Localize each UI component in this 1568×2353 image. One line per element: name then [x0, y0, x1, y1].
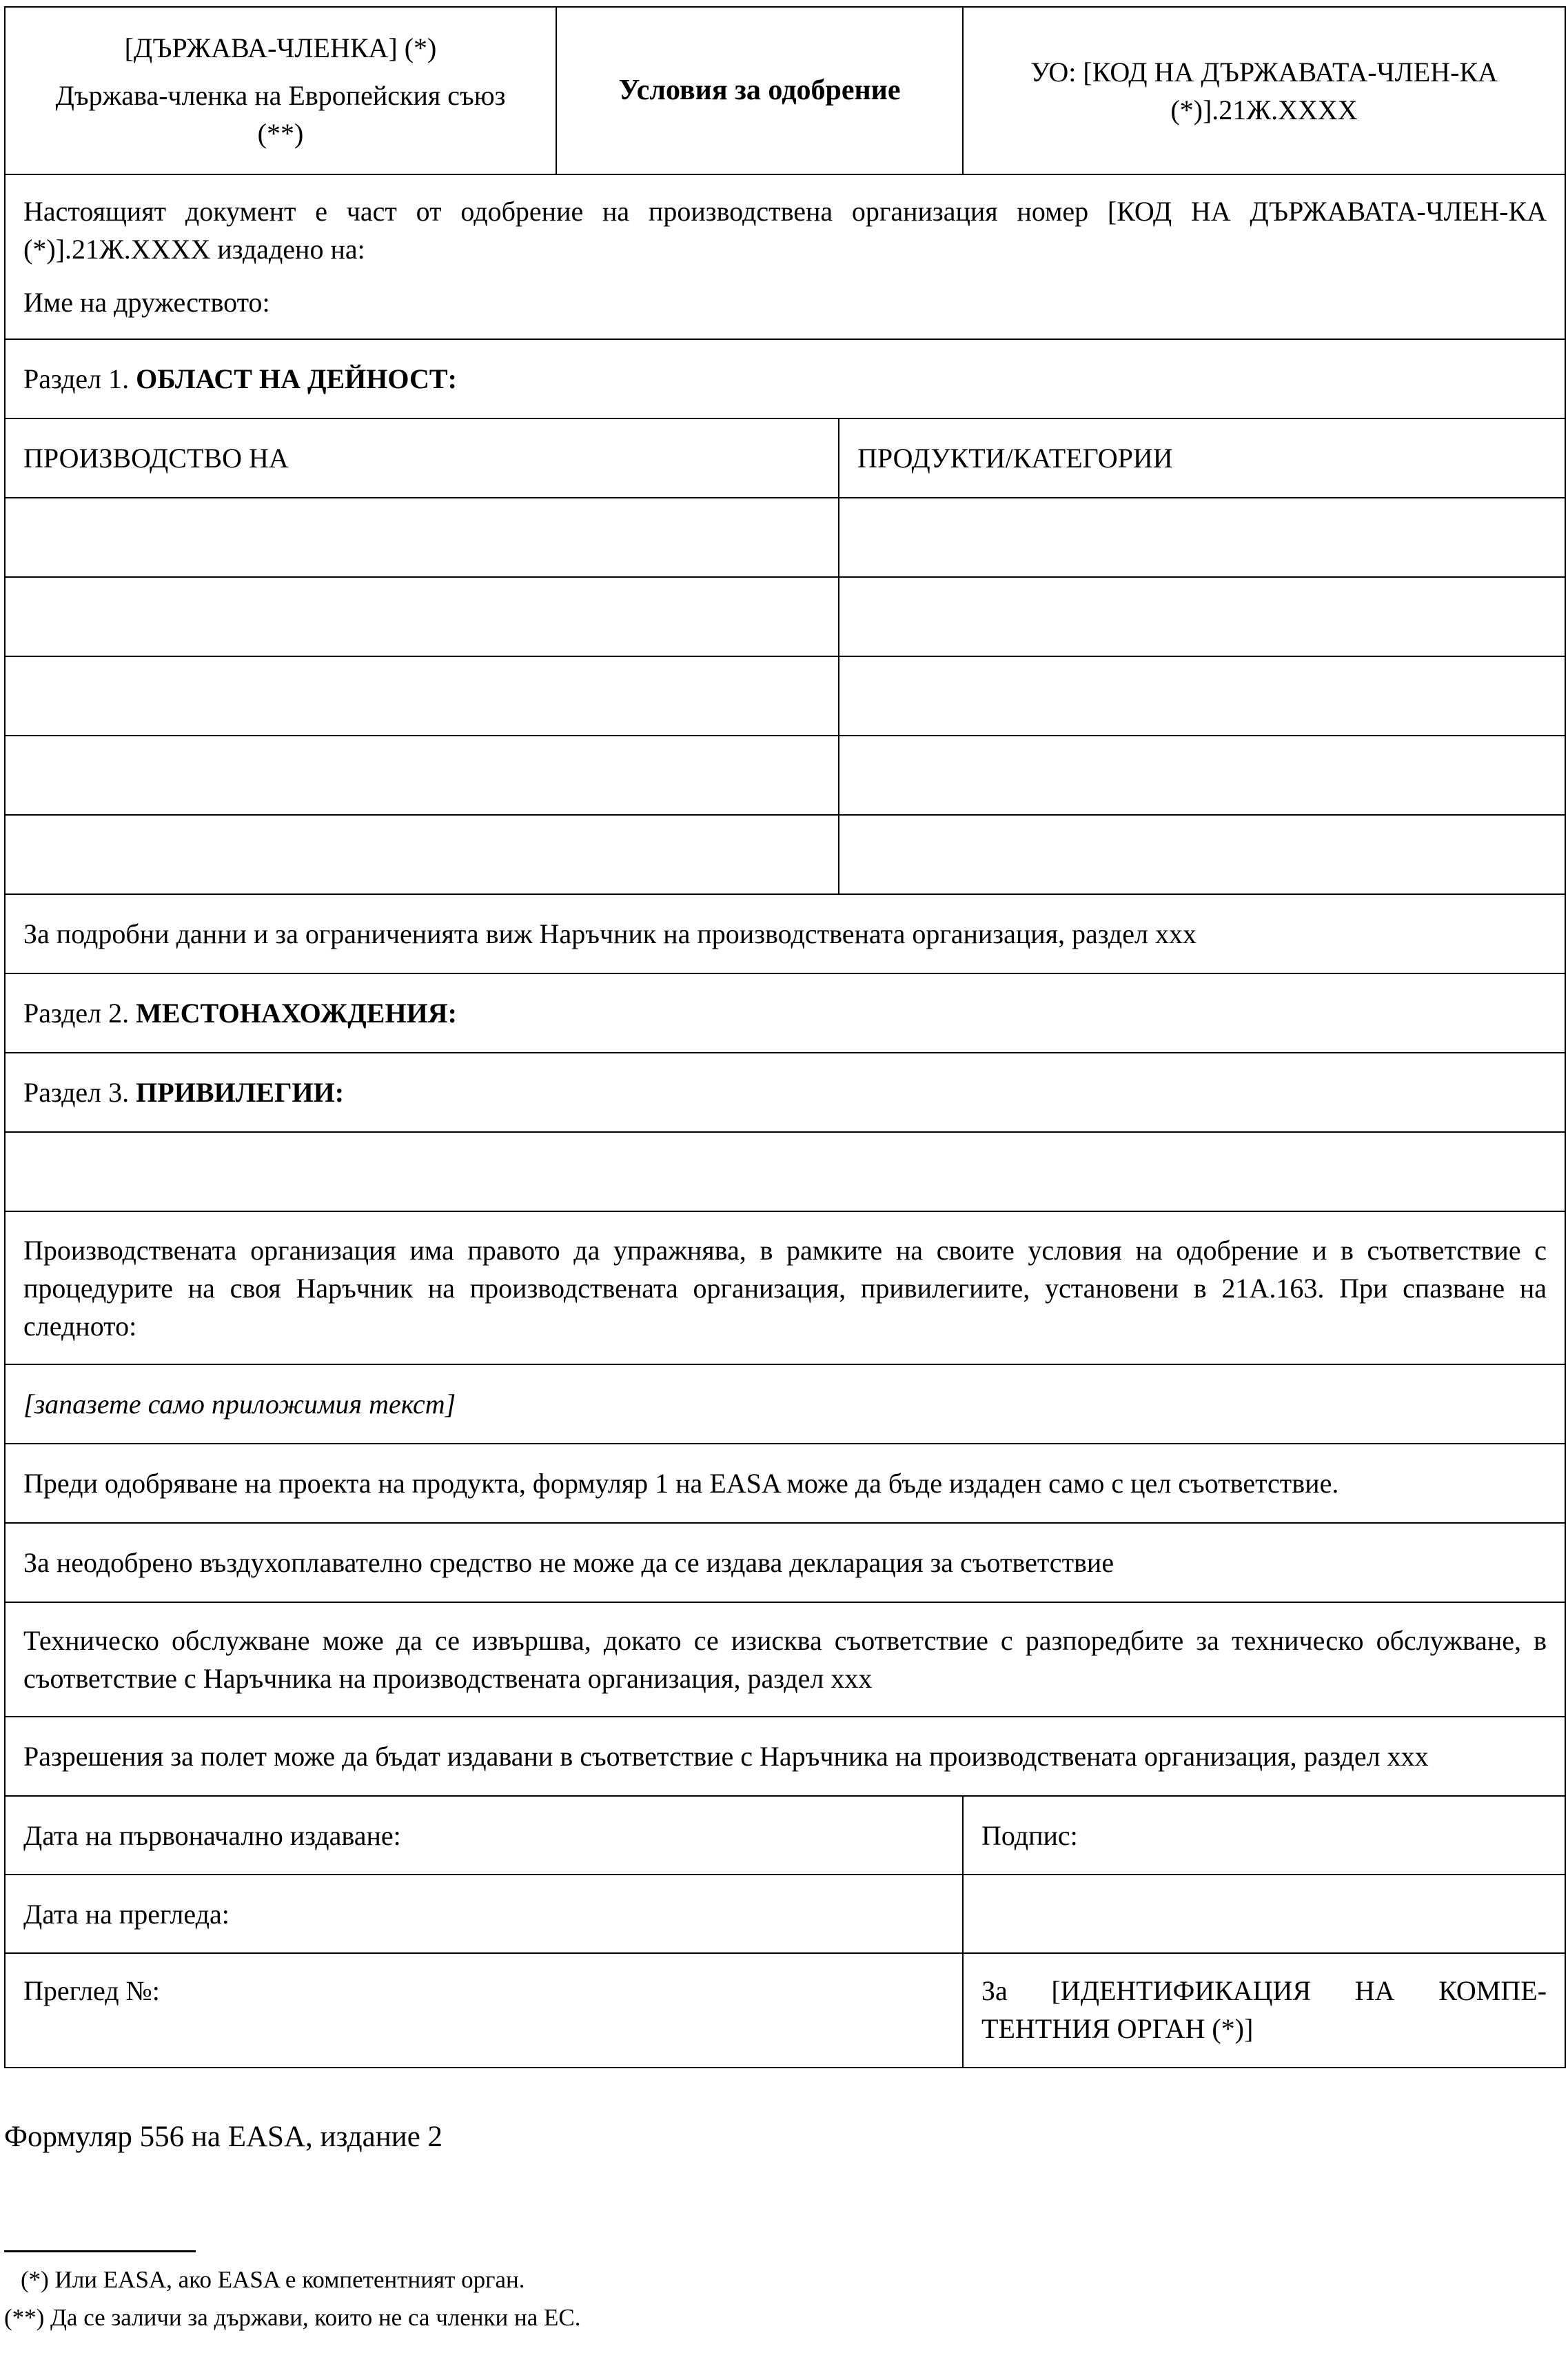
footnote-2: (**) Да се заличи за държави, които не са членки на ЕС. — [4, 2304, 581, 2331]
form-table — [4, 6, 1566, 2068]
scope-cell-left — [5, 577, 839, 656]
scope-cell-left — [5, 815, 839, 894]
scope-cell-right — [839, 577, 1565, 656]
intro-row — [5, 174, 1565, 339]
privilege-item-3: Техническо обслужване може да се извършва, докато се изисква съответствие с разпоредбите за техническо обслужване, в съответствие с Наръчника на производствената организация, раздел xxx — [5, 1602, 1565, 1717]
scope-row — [5, 736, 1565, 815]
footnote-divider — [4, 2250, 196, 2252]
privilege-item-row — [5, 1717, 1565, 1796]
scope-row — [5, 498, 1565, 577]
initial-issue-date-label: Дата на първоначално издаване: — [5, 1796, 963, 1875]
signature-row-2 — [5, 1875, 1565, 1953]
section1-prefix: Раздел 1. — [23, 363, 130, 394]
section3-empty-cell — [5, 1132, 1565, 1211]
production-of-header: ПРОИЗВОДСТВО НА — [5, 418, 839, 498]
section2-title: МЕСТОНАХОЖДЕНИЯ: — [136, 998, 457, 1029]
section3-title: ПРИВИЛЕГИИ: — [136, 1077, 345, 1108]
approval-conditions-form — [4, 6, 1565, 2068]
review-number-label: Преглед №: — [5, 1953, 963, 2068]
competent-authority: За [ИДЕНТИФИКАЦИЯ НА КОМПЕ-ТЕНТНИЯ ОРГАН (*)] — [963, 1953, 1565, 2068]
keep-note-row — [5, 1364, 1565, 1444]
footnote-1: (*) Или EASA, ако EASA е компетентният орган. — [21, 2266, 525, 2293]
privilege-item-1: Преди одобряване на проекта на продукта, формуляр 1 на EASA може да бъде издаден само с цел съответствие. — [5, 1444, 1565, 1523]
section1-note-row — [5, 894, 1565, 973]
privilege-item-row — [5, 1602, 1565, 1717]
signature-row-1 — [5, 1796, 1565, 1875]
intro-statement: Настоящият документ е част от одобрение на производствена организация номер [КОД НА ДЪРЖАВАТА-ЧЛЕН-КА (*)].21Ж.XXXX издадено на: — [23, 196, 1547, 265]
scope-cell-left — [5, 656, 839, 736]
form-title: Условия за одобрение — [556, 7, 963, 174]
scope-row — [5, 815, 1565, 894]
section3-empty-row — [5, 1132, 1565, 1211]
review-date-label: Дата на прегледа: — [5, 1875, 963, 1953]
scope-cell-right — [839, 656, 1565, 736]
section1-title: ОБЛАСТ НА ДЕЙНОСТ: — [136, 363, 457, 394]
scope-row — [5, 656, 1565, 736]
member-state: [ДЪРЖАВА-ЧЛЕНКА] (*) — [124, 32, 437, 63]
scope-cell-left — [5, 736, 839, 815]
scope-cell-right — [839, 815, 1565, 894]
form-identifier: Формуляр 556 на EASA, издание 2 — [4, 2121, 443, 2153]
section1-note: За подробни данни и за ограниченията виж Наръчник на производствената организация, раздел xxx — [5, 894, 1565, 973]
company-name-label: Име на дружеството: — [23, 287, 270, 318]
section3-header — [5, 1053, 1565, 1132]
privilege-item-2: За неодобрено въздухоплавателно средство не може да се издава декларация за съответствие — [5, 1523, 1565, 1602]
section3-prefix: Раздел 3. — [23, 1077, 130, 1108]
privilege-item-4: Разрешения за полет може да бъдат издавани в съответствие с Наръчника на производствената организация, раздел xxx — [5, 1717, 1565, 1796]
keep-applicable-note: [запазете само приложимия текст] — [5, 1364, 1565, 1444]
scope-column-headers — [5, 418, 1565, 498]
privileges-text: Производствената организация има правото да упражнява, в рамките на своите условия на одобрение и в съответствие с процедурите на своя Наръчник на производствената организация, привилегиите, установени в 21A.163. При спазване на следното: — [5, 1211, 1565, 1364]
products-categories-header: ПРОДУКТИ/КАТЕГОРИИ — [839, 418, 1565, 498]
scope-cell-right — [839, 736, 1565, 815]
privilege-item-row — [5, 1523, 1565, 1602]
header-row — [5, 7, 1565, 174]
approval-ref: УО: [КОД НА ДЪРЖАВАТА-ЧЛЕН-КА (*)].21Ж.XXXX — [963, 7, 1565, 174]
privilege-item-row — [5, 1444, 1565, 1523]
privileges-row — [5, 1211, 1565, 1364]
member-state-cell — [5, 7, 556, 174]
scope-cell-left — [5, 498, 839, 577]
scope-row — [5, 577, 1565, 656]
section2-prefix: Раздел 2. — [23, 998, 130, 1029]
member-state-subtitle: Държава-членка на Европейския съюз (**) — [55, 80, 506, 149]
scope-cell-right — [839, 498, 1565, 577]
signature-empty-cell — [963, 1875, 1565, 1953]
signature-row-3 — [5, 1953, 1565, 2068]
section1-header — [5, 339, 1565, 418]
signature-label: Подпис: — [963, 1796, 1565, 1875]
section2-header — [5, 973, 1565, 1053]
